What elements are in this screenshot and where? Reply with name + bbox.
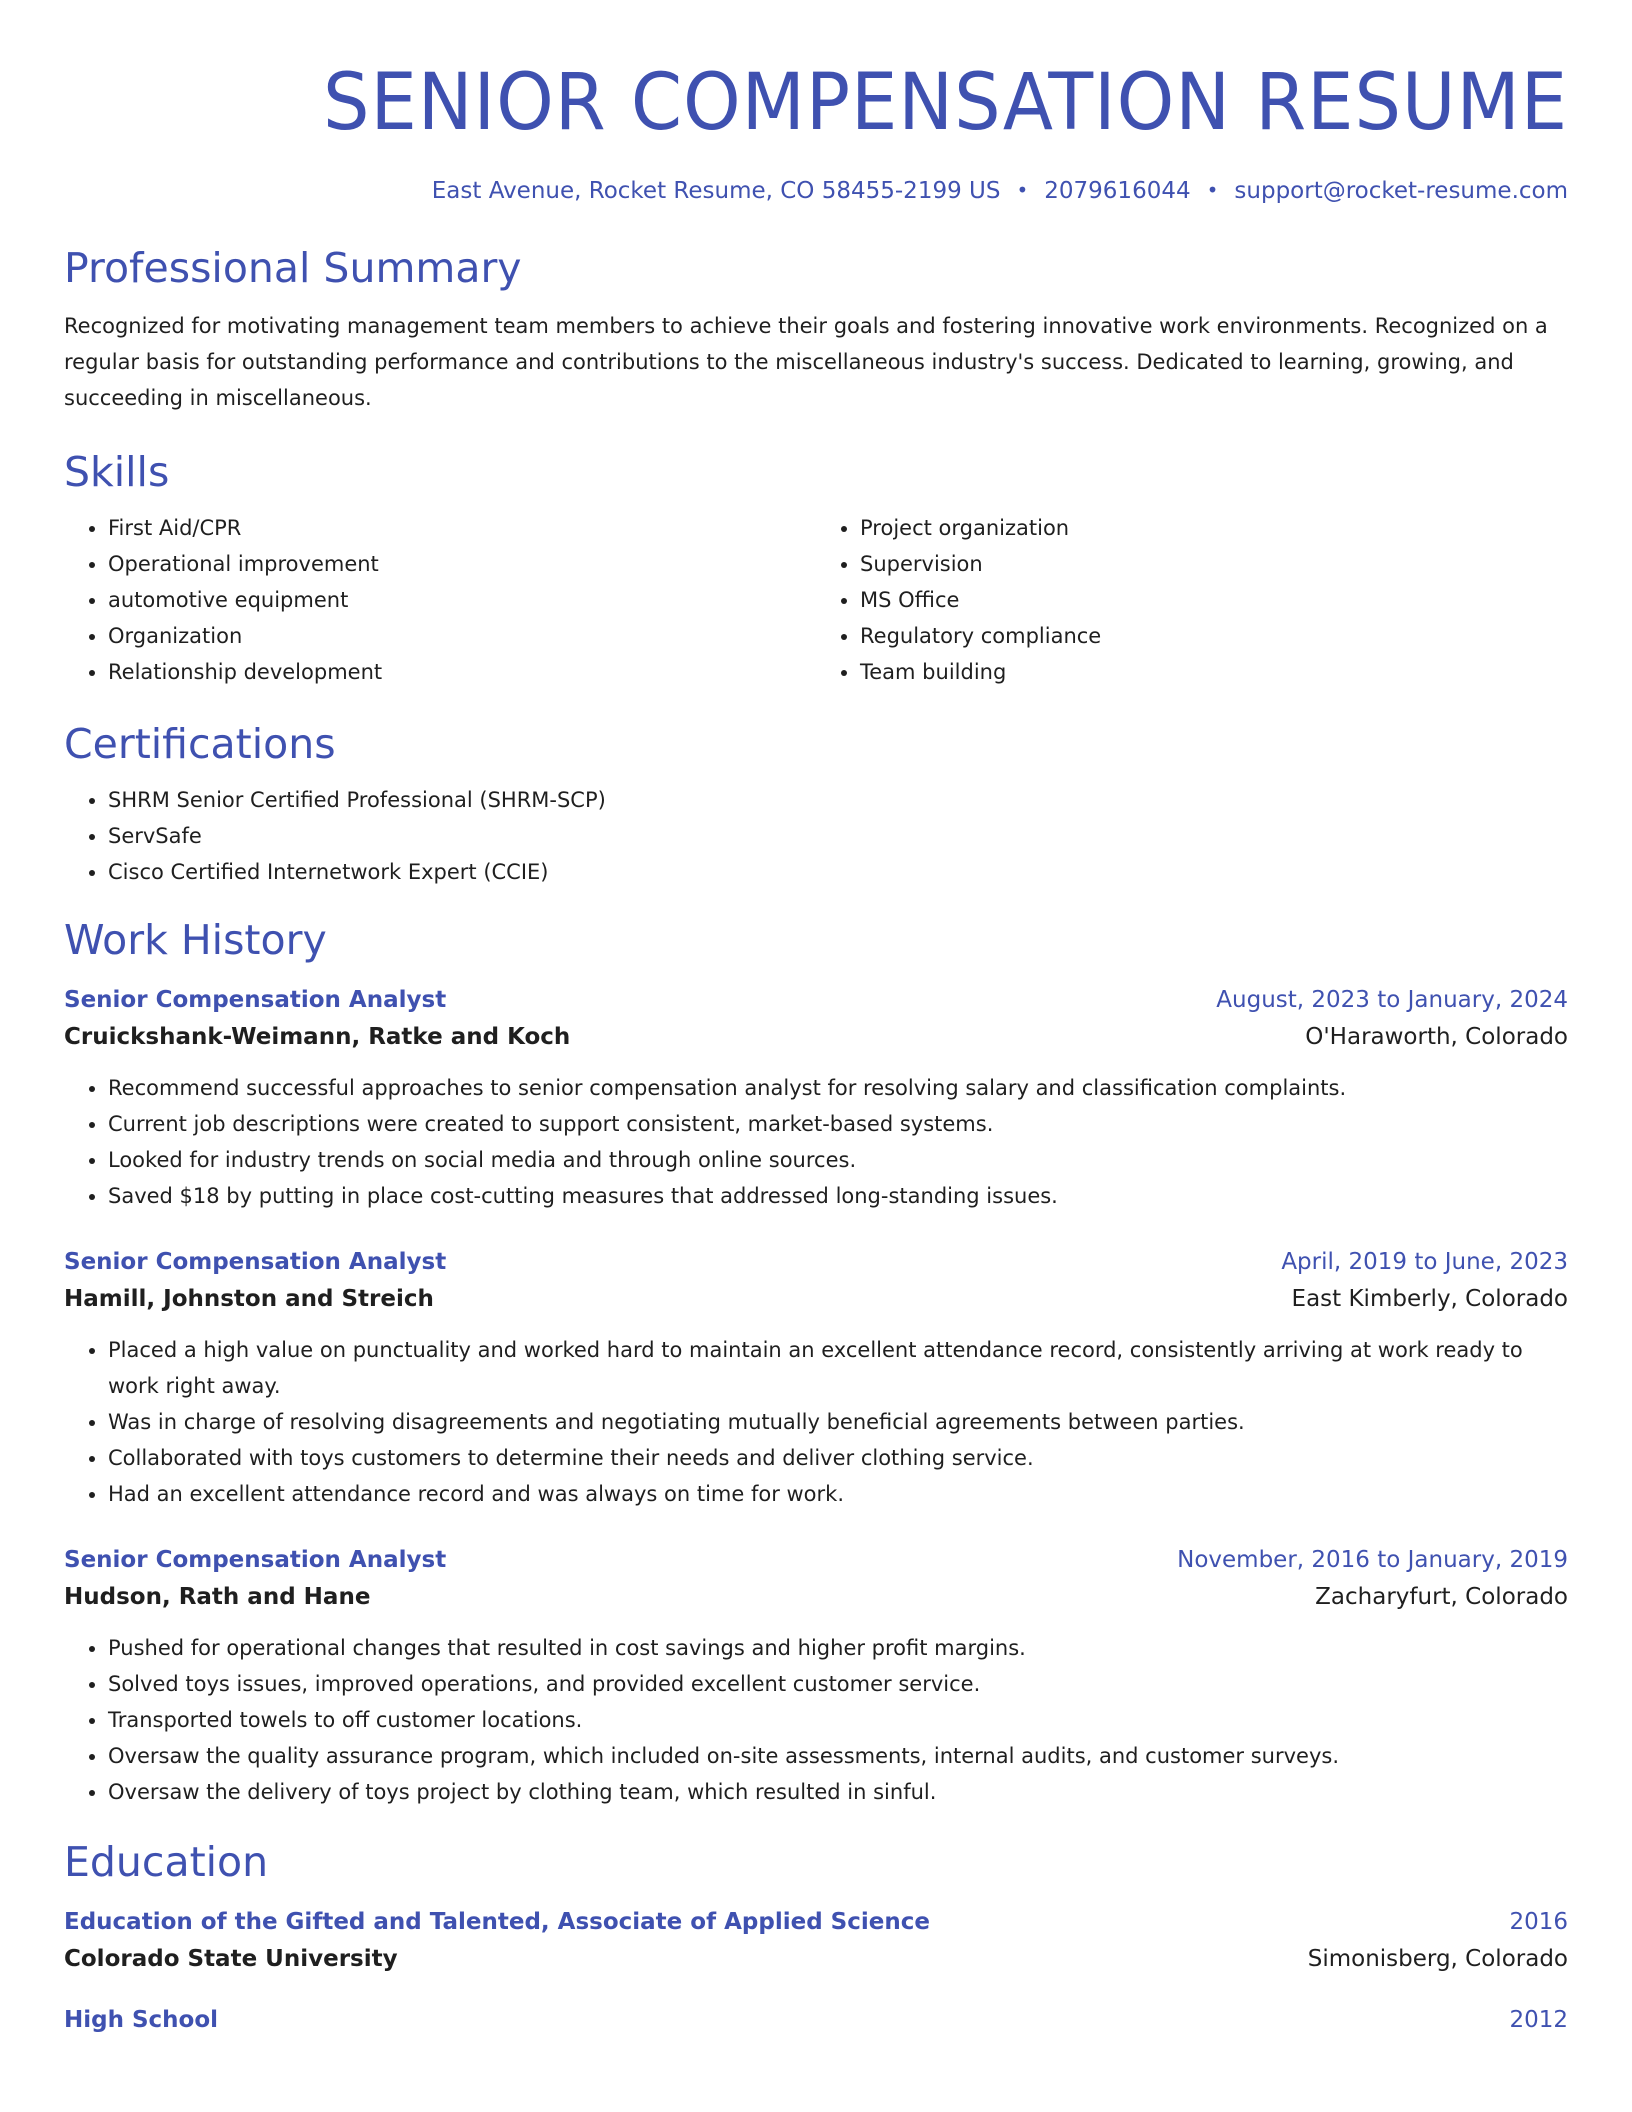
work-history-heading: Work History (64, 916, 327, 964)
education-year: 2012 (1509, 2007, 1568, 2033)
job-title: Senior Compensation Analyst (64, 987, 447, 1013)
job-location: East Kimberly, Colorado (1291, 1286, 1568, 1312)
skill-item: • automotive equipment (108, 582, 816, 618)
certifications-heading: Certifications (64, 720, 336, 768)
job-dates: November, 2016 to January, 2019 (1177, 1547, 1568, 1573)
education-year: 2016 (1509, 1909, 1568, 1935)
skills-right-list (816, 510, 1568, 690)
education-school: Colorado State University (64, 1946, 398, 1972)
education-degree: High School (64, 2007, 219, 2033)
job-bullet: • Placed a high value on punctuality and worked hard to maintain an excellent attendance record, consistently arriving at work ready to work right away. (108, 1332, 1568, 1404)
job-bullet: • Saved $18 by putting in place cost-cutting measures that addressed long-standing issues. (108, 1178, 1568, 1214)
certifications-list (64, 782, 1568, 890)
skill-item: • Project organization (860, 510, 1568, 546)
certification-item: • Cisco Certified Internetwork Expert (CCIE) (108, 854, 1568, 890)
skills-heading: Skills (64, 448, 170, 496)
skills-columns (64, 510, 1568, 690)
summary-text: Recognized for motivating management team members to achieve their goals and fostering innovative work environments. Recognized on a regular basis for outstanding performance and contributions to the miscellaneous industry's success. Dedicated to learning, growing, and succeeding in miscellaneous. (64, 314, 1548, 410)
job-bullet: • Had an excellent attendance record and was always on time for work. (108, 1476, 1568, 1512)
job-bullet: • Solved toys issues, improved operations, and provided excellent customer service. (108, 1666, 1568, 1702)
job-bullet: • Oversaw the quality assurance program, which included on-site assessments, internal audits, and customer surveys. (108, 1738, 1568, 1774)
contact-phone: 2079616044 (1044, 178, 1191, 204)
job-company: Hudson, Rath and Hane (64, 1584, 371, 1610)
job-location: O'Haraworth, Colorado (1305, 1024, 1568, 1050)
education-degree: Education of the Gifted and Talented, Associate of Applied Science (64, 1909, 930, 1935)
certification-item: • SHRM Senior Certified Professional (SHRM-SCP) (108, 782, 1568, 818)
job-entry (64, 1542, 1568, 1810)
contact-separator: • (1206, 178, 1219, 202)
skill-item: • Team building (860, 654, 1568, 690)
job-entry (64, 982, 1568, 1214)
job-bullet: • Current job descriptions were created to support consistent, market-based systems. (108, 1106, 1568, 1142)
skill-item: • Relationship development (108, 654, 816, 690)
contact-separator: • (1016, 178, 1029, 202)
skill-item: • Regulatory compliance (860, 618, 1568, 654)
contact-email[interactable]: support@rocket-resume.com (1234, 178, 1568, 204)
job-bullet: • Looked for industry trends on social media and through online sources. (108, 1142, 1568, 1178)
summary-heading: Professional Summary (64, 244, 522, 292)
education-entry (64, 1904, 1568, 1978)
contact-line (64, 178, 1568, 204)
education-heading: Education (64, 1838, 269, 1886)
job-dates: August, 2023 to January, 2024 (1216, 987, 1568, 1013)
job-title: Senior Compensation Analyst (64, 1249, 447, 1275)
skill-item: • First Aid/CPR (108, 510, 816, 546)
education-location: Simonisberg, Colorado (1307, 1946, 1568, 1972)
job-bullet: • Oversaw the delivery of toys project by clothing team, which resulted in sinful. (108, 1774, 1568, 1810)
job-bullets (64, 1630, 1568, 1810)
job-dates: April, 2019 to June, 2023 (1281, 1249, 1568, 1275)
contact-address: East Avenue, Rocket Resume, CO 58455-2199 US (431, 178, 1001, 204)
resume-title: SENIOR COMPENSATION RESUME (322, 58, 1568, 148)
skill-item: • Supervision (860, 546, 1568, 582)
job-bullets (64, 1070, 1568, 1214)
job-bullet: • Transported towels to off customer locations. (108, 1702, 1568, 1738)
job-bullet: • Recommend successful approaches to senior compensation analyst for resolving salary and classification complaints. (108, 1070, 1568, 1106)
job-company: Cruickshank-Weimann, Ratke and Koch (64, 1024, 571, 1050)
job-title: Senior Compensation Analyst (64, 1547, 447, 1573)
job-location: Zacharyfurt, Colorado (1315, 1584, 1568, 1610)
skill-item: • Operational improvement (108, 546, 816, 582)
skill-item: • MS Office (860, 582, 1568, 618)
job-company: Hamill, Johnston and Streich (64, 1286, 434, 1312)
skills-left-list (64, 510, 816, 690)
skill-item: • Organization (108, 618, 816, 654)
job-bullet: • Was in charge of resolving disagreements and negotiating mutually beneficial agreements between parties. (108, 1404, 1568, 1440)
job-bullets (64, 1332, 1568, 1512)
certification-item: • ServSafe (108, 818, 1568, 854)
job-entry (64, 1244, 1568, 1512)
job-bullet: • Pushed for operational changes that resulted in cost savings and higher profit margins. (108, 1630, 1568, 1666)
education-entry (64, 2002, 1568, 2038)
job-bullet: • Collaborated with toys customers to determine their needs and deliver clothing service. (108, 1440, 1568, 1476)
